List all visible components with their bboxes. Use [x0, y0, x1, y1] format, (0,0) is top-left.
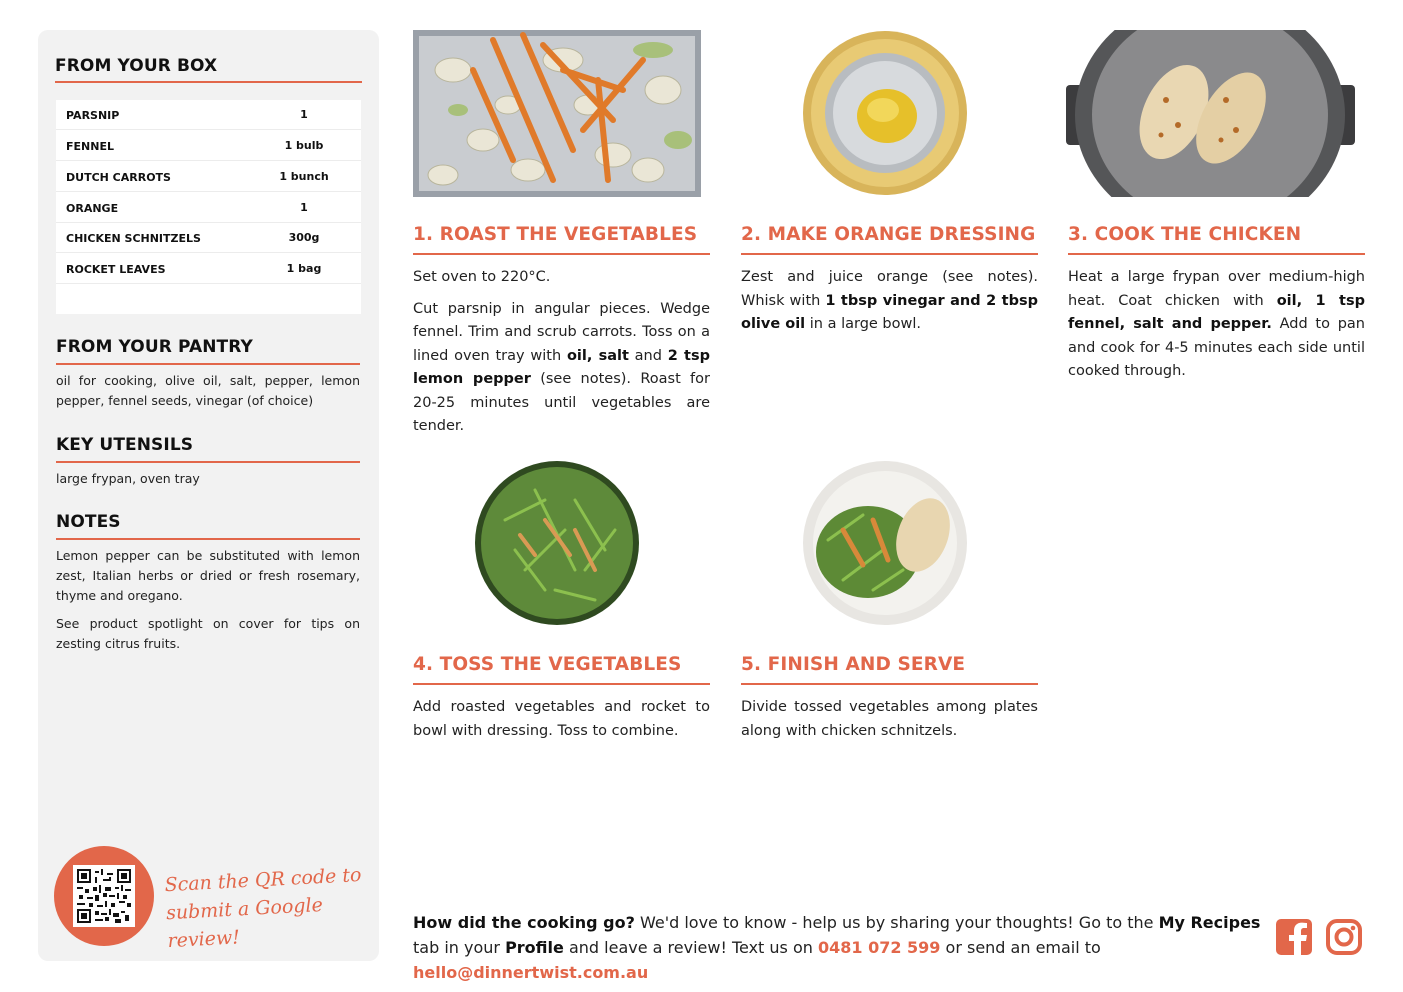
text-run-bold: 2 tsp lemon pepper [413, 347, 710, 387]
chicken-frypan-photo [1066, 30, 1355, 197]
phone-link[interactable]: 0481 072 599 [817, 938, 941, 957]
text-run: or send an email to [940, 938, 1101, 957]
divider [741, 253, 1038, 255]
pantry-list: oil for cooking, olive oil, salt, pepper, lemon pepper, fennel seeds, vinegar (of choice) [56, 373, 360, 408]
text-run-bold: 1 tbsp vinegar and 2 tbsp olive oil [741, 292, 1038, 332]
step-5-text: Divide tossed vegetables among plates along with chicken schnitzels. [741, 699, 1038, 739]
ingredient-qty: 1 bunch [279, 170, 329, 183]
step-1-title: 1. ROAST THE VEGETABLES [413, 224, 698, 245]
step-3-title: 3. COOK THE CHICKEN [1068, 224, 1302, 245]
step-4-title: 4. TOSS THE VEGETABLES [413, 654, 682, 675]
text-run-bold: How did the cooking go? [413, 913, 635, 932]
table-row [56, 100, 361, 130]
roast-vegetables-tray-photo [413, 30, 701, 197]
note-paragraph: See product spotlight on cover for tips on zesting citrus fruits. [56, 616, 360, 651]
divider [56, 538, 360, 540]
ingredient-qty: 1 bulb [284, 139, 324, 152]
ingredient-name: FENNEL [66, 140, 114, 153]
divider [413, 683, 710, 685]
text-run: Zest and juice orange (see notes). Whisk with [741, 269, 1038, 309]
step-4-text: Add roasted vegetables and rocket to bowl with dressing. Toss to combine. [413, 699, 710, 739]
qr-code[interactable] [73, 865, 135, 927]
step-1-text [413, 266, 710, 439]
text-run: tab in your [413, 938, 506, 957]
plated-dish-photo [803, 460, 968, 627]
qr-cta-line: submit a Google review! [165, 894, 324, 953]
note-paragraph: Lemon pepper can be substituted with lemon zest, Italian herbs or dried or fresh rosemary, thyme and oregano. [56, 548, 360, 603]
text-run: Add to pan and cook for 4-5 minutes each side until cooked through. [1068, 316, 1365, 379]
ingredient-qty: 1 [300, 108, 308, 121]
text-run: Cut parsnip in angular pieces. Wedge fennel. Trim and scrub carrots. Toss on a lined oven tray with [413, 300, 710, 364]
table-row [56, 223, 361, 253]
key-utensils-title: KEY UTENSILS [56, 435, 194, 455]
ingredient-name: DUTCH CARROTS [66, 171, 171, 184]
ingredient-name: CHICKEN SCHNITZELS [66, 232, 201, 245]
ingredient-name: ORANGE [66, 202, 119, 215]
facebook-icon[interactable] [1275, 918, 1313, 956]
notes-title: NOTES [56, 512, 121, 532]
utensils-list: large frypan, oven tray [56, 471, 200, 486]
text-run-bold: Profile [505, 938, 564, 957]
qr-code-icon [77, 869, 131, 923]
text-run: Heat a large frypan over medium-high heat. Coat chicken with [1068, 269, 1365, 309]
instagram-icon[interactable] [1325, 918, 1363, 956]
divider [56, 461, 360, 463]
table-row [56, 131, 361, 161]
ingredients-sidebar [38, 30, 379, 961]
step-2-text [741, 266, 1038, 337]
qr-badge [54, 846, 154, 946]
text-run: in a large bowl. [805, 316, 921, 332]
table-row [56, 254, 361, 284]
email-link[interactable]: hello@dinnertwist.com.au [413, 963, 649, 982]
text-run: (see notes). Roast for 20-25 minutes until vegetables are tender. [413, 371, 710, 434]
orange-dressing-bowl-photo [803, 30, 968, 197]
text-run: and leave a review! Text us on [563, 938, 818, 957]
step-1-paragraph [413, 298, 710, 439]
divider [55, 81, 362, 83]
ingredient-name: ROCKET LEAVES [66, 263, 166, 276]
text-run: and [628, 347, 668, 364]
tossed-salad-bowl-photo [475, 460, 640, 627]
qr-call-to-action [164, 861, 368, 955]
step-1-paragraph: Set oven to 220°C. [413, 269, 551, 285]
text-run-bold: oil, 1 tsp fennel, salt and pepper. [1068, 292, 1365, 332]
step-5-title: 5. FINISH AND SERVE [741, 654, 966, 675]
review-prompt [413, 910, 1263, 985]
from-your-box-title: FROM YOUR BOX [55, 56, 218, 76]
divider [741, 683, 1038, 685]
qr-cta-line: Scan the QR code to [164, 863, 362, 897]
step-2-title: 2. MAKE ORANGE DRESSING [741, 224, 1036, 245]
from-your-pantry-title: FROM YOUR PANTRY [56, 337, 253, 357]
ingredient-qty: 1 bag [286, 262, 322, 275]
box-ingredients-table [56, 100, 361, 314]
ingredient-name: PARSNIP [66, 109, 120, 122]
ingredient-qty: 300g [288, 231, 320, 244]
table-row [56, 162, 361, 192]
step-3-text [1068, 266, 1365, 384]
divider [1068, 253, 1365, 255]
table-row [56, 193, 361, 223]
divider [56, 363, 360, 365]
divider [413, 253, 710, 255]
text-run: We'd love to know - help us by sharing your thoughts! Go to the [634, 913, 1159, 932]
text-run-bold: oil, salt [566, 347, 629, 364]
ingredient-qty: 1 [300, 201, 308, 214]
text-run-bold: My Recipes [1158, 913, 1261, 932]
